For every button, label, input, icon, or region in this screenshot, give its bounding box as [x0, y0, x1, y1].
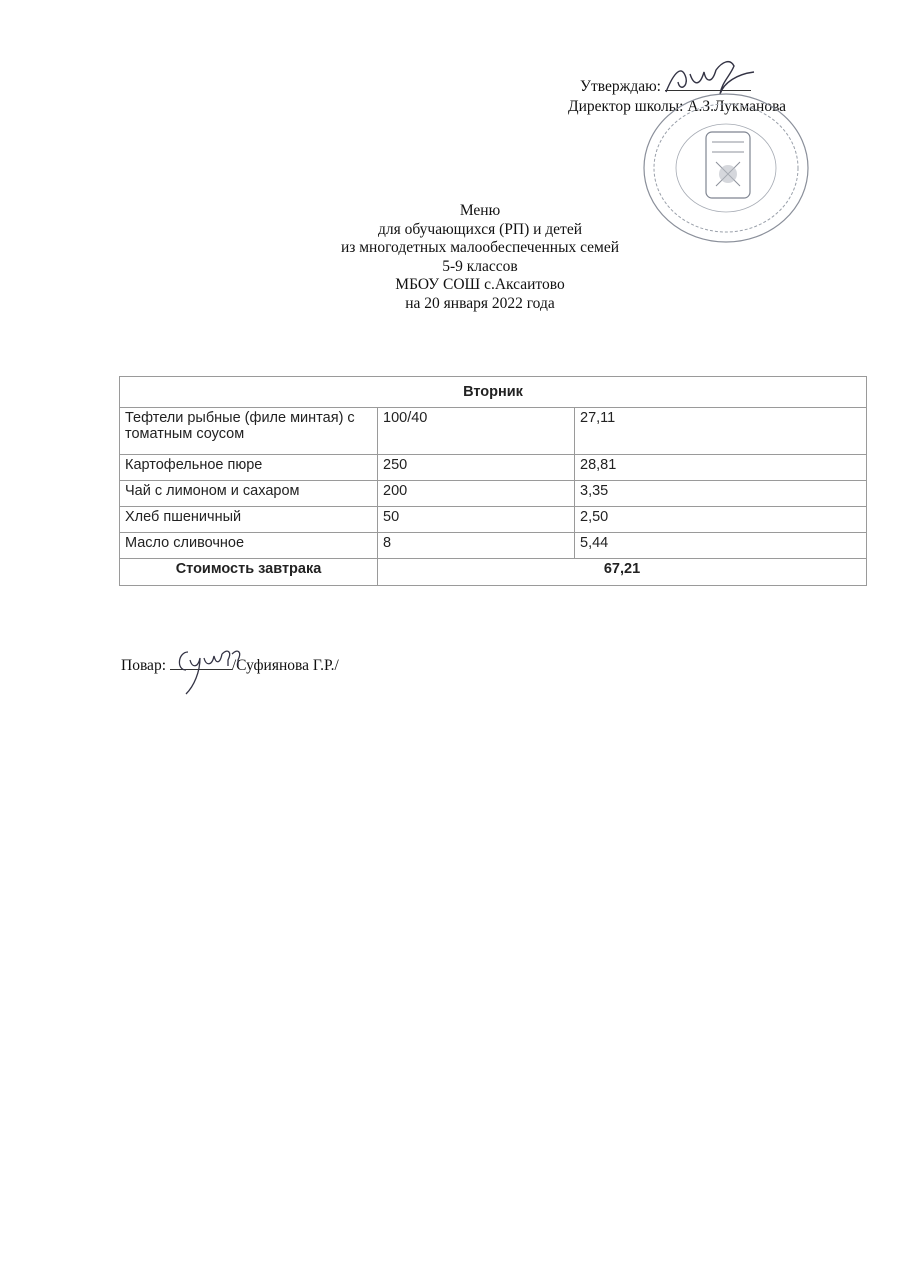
approve-label: Утверждаю:: [580, 78, 661, 95]
title-line-2: для обучающихся (РП) и детей: [378, 220, 582, 238]
price-cell: 2,50: [575, 507, 867, 533]
portion-cell: 50: [378, 507, 575, 533]
menu-table: [119, 376, 867, 586]
table-row: [120, 408, 867, 455]
price-cell: 28,81: [575, 455, 867, 481]
cook-name: /Суфиянова Г.Р./: [231, 657, 339, 674]
total-label: Стоимость завтрака: [120, 559, 378, 586]
title-line-4: 5-9 классов: [442, 257, 518, 275]
total-value: 67,21: [378, 559, 867, 586]
title-line-1: Меню: [459, 202, 501, 219]
title-line-5: МБОУ СОШ с.Аксаитово: [395, 276, 565, 294]
dish-cell: Картофельное пюре: [120, 455, 378, 481]
portion-cell: 100/40: [378, 408, 575, 455]
table-header-row: [120, 377, 867, 408]
price-cell: 3,35: [575, 481, 867, 507]
title-line-3: из многодетных малообеспеченных семей: [340, 239, 620, 257]
dish-cell: Масло сливочное: [120, 533, 378, 559]
portion-cell: 250: [378, 455, 575, 481]
director-line: Директор школы: А.З.Лукманова: [568, 98, 787, 115]
price-cell: 27,11: [575, 408, 867, 455]
portion-cell: 8: [378, 533, 575, 559]
table-row: [120, 455, 867, 481]
table-row: [120, 533, 867, 559]
document-title: [260, 202, 700, 314]
dish-cell: Чай с лимоном и сахаром: [120, 481, 378, 507]
portion-cell: 200: [378, 481, 575, 507]
total-row: [120, 559, 867, 586]
dish-cell: Тефтели рыбные (филе минтая) с томатным соусом: [120, 408, 378, 455]
price-cell: 5,44: [575, 533, 867, 559]
table-row: [120, 481, 867, 507]
day-header: Вторник: [120, 377, 867, 408]
dish-cell: Хлеб пшеничный: [120, 507, 378, 533]
cook-label: Повар:: [121, 657, 166, 674]
title-line-6: на 20 января 2022 года: [405, 294, 555, 312]
table-row: [120, 507, 867, 533]
cook-signature-icon: [172, 638, 252, 698]
